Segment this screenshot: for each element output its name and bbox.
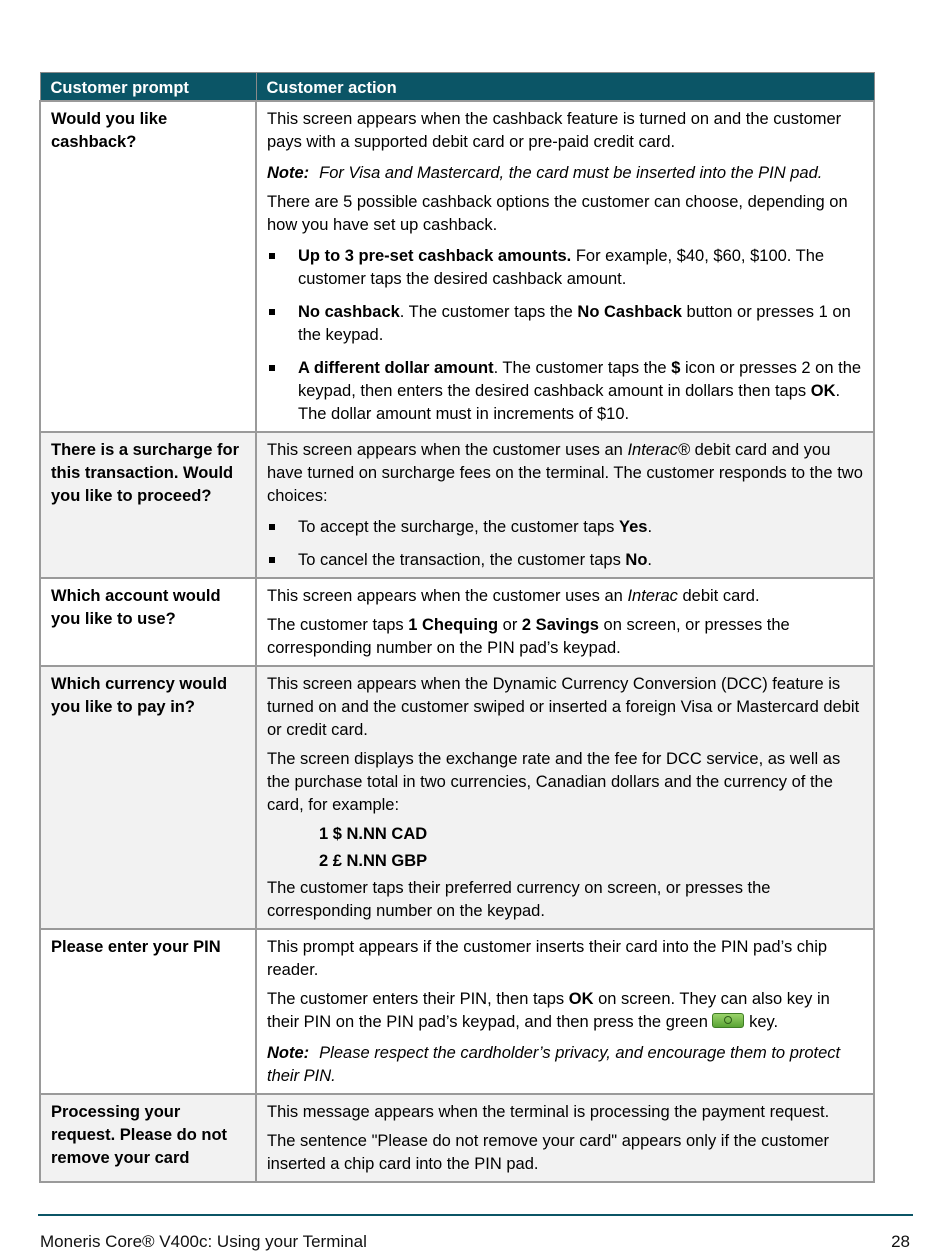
paragraph: The customer taps their preferred currency on screen, or presses the corresponding number on the keypad.	[267, 879, 771, 920]
table-row	[40, 578, 874, 666]
action-cell	[256, 666, 874, 929]
prompt-cell: Would you like cashback?	[40, 101, 256, 432]
action-cell	[256, 1094, 874, 1182]
list-item: A different dollar amount. The customer taps the $ icon or presses 2 on the keypad, then enters the desired cashback amount in dollars then taps OK. The dollar amount must in increments of $10.	[267, 357, 863, 426]
action-cell	[256, 432, 874, 578]
table-row	[40, 101, 874, 432]
prompt-cell: Processing your request. Please do not remove your card	[40, 1094, 256, 1182]
paragraph: The screen displays the exchange rate and the fee for DCC service, as well as the purchase total in two currencies, Canadian dollars and the currency of the card, for example:	[267, 750, 841, 814]
table-header-row	[40, 73, 874, 102]
paragraph: This screen appears when the Dynamic Currency Conversion (DCC) feature is turned on and the customer swiped or inserted a foreign Visa or Mastercard debit or credit card.	[267, 675, 860, 739]
paragraph: This screen appears when the cashback feature is turned on and the customer pays with a supported debit card or pre-paid credit card.	[267, 110, 842, 151]
note-text: For Visa and Mastercard, the card must be inserted into the PIN pad.	[319, 164, 823, 182]
table-row	[40, 666, 874, 929]
note	[267, 162, 863, 185]
prompt-cell: Which account would you like to use?	[40, 578, 256, 666]
footer-divider	[38, 1214, 913, 1216]
paragraph: This prompt appears if the customer inserts their card into the PIN pad’s chip reader.	[267, 938, 828, 979]
prompts-table	[39, 72, 875, 1183]
green-key-icon	[712, 1013, 744, 1028]
table-row	[40, 929, 874, 1094]
page-number: 28	[891, 1232, 910, 1251]
paragraph: This screen appears when the customer uses an Interac debit card.	[267, 587, 760, 605]
paragraph: There are 5 possible cashback options the customer can choose, depending on how you have set up cashback.	[267, 193, 848, 234]
list-item: To cancel the transaction, the customer taps No.	[267, 549, 863, 572]
column-header-prompt: Customer prompt	[40, 73, 256, 102]
paragraph: The sentence "Please do not remove your card" appears only if the customer inserted a chip card into the PIN pad.	[267, 1132, 830, 1173]
prompt-cell: Which currency would you like to pay in?	[40, 666, 256, 929]
paragraph: The customer enters their PIN, then taps OK on screen. They can also key in their PIN on the PIN pad’s keypad, and then press the green key.	[267, 990, 830, 1031]
note-label: Note:	[267, 164, 310, 182]
prompt-cell: Please enter your PIN	[40, 929, 256, 1094]
action-cell	[256, 929, 874, 1094]
list-item: Up to 3 pre-set cashback amounts. For example, $40, $60, $100. The customer taps the desired cashback amount.	[267, 245, 863, 291]
paragraph: The customer taps 1 Chequing or 2 Savings on screen, or presses the corresponding number on the PIN pad’s keypad.	[267, 616, 790, 657]
note-text: Please respect the cardholder’s privacy, and encourage them to protect their PIN.	[267, 1044, 841, 1085]
table-row	[40, 432, 874, 578]
table-row	[40, 1094, 874, 1182]
list-item: To accept the surcharge, the customer taps Yes.	[267, 516, 863, 539]
paragraph: This screen appears when the customer uses an Interac® debit card and you have turned on surcharge fees on the terminal. The customer responds to the two choices:	[267, 441, 863, 505]
list-item: No cashback. The customer taps the No Cashback button or presses 1 on the keypad.	[267, 301, 863, 347]
example-line: 1 $ N.NN CAD	[319, 825, 428, 843]
example-line: 2 £ N.NN GBP	[319, 852, 428, 870]
action-cell	[256, 578, 874, 666]
footer-title: Moneris Core® V400c: Using your Terminal	[40, 1232, 367, 1251]
bullet-list	[267, 245, 863, 426]
note	[267, 1042, 863, 1088]
column-header-action: Customer action	[256, 73, 874, 102]
note-label: Note:	[267, 1044, 310, 1062]
paragraph: This message appears when the terminal is processing the payment request.	[267, 1103, 830, 1121]
bullet-list	[267, 516, 863, 572]
prompt-cell: There is a surcharge for this transaction. Would you like to proceed?	[40, 432, 256, 578]
action-cell	[256, 101, 874, 432]
